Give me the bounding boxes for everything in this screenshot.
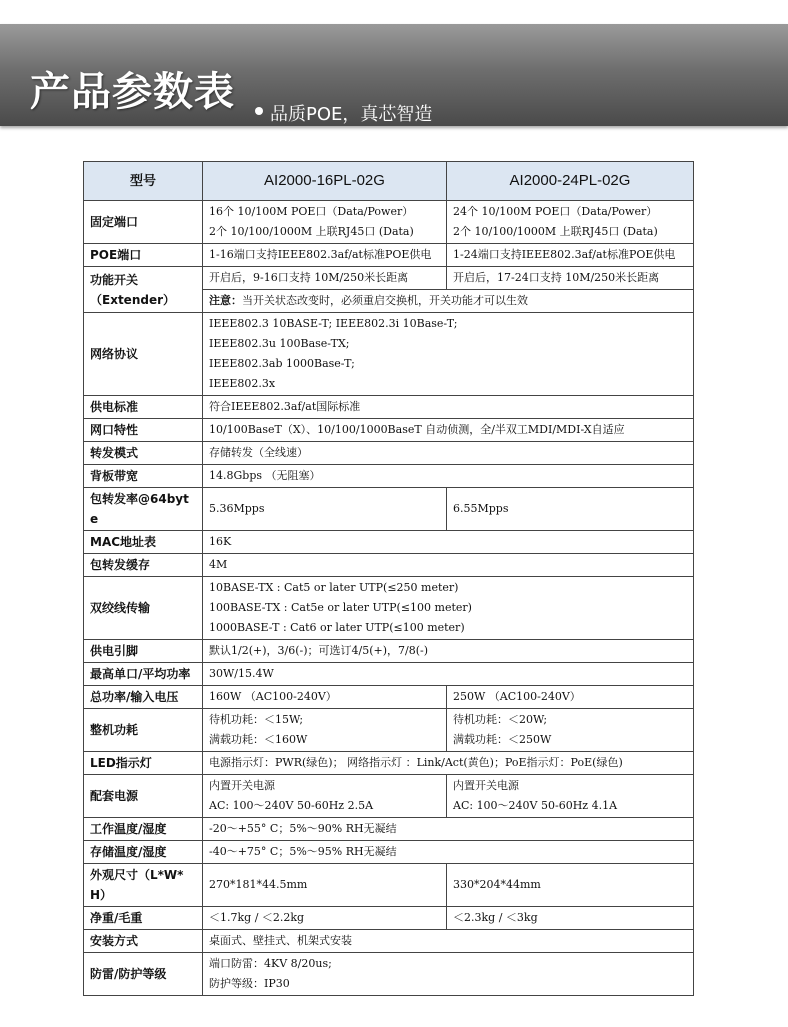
cell-line: 满载功耗：＜250W [453, 733, 552, 746]
cell-line: 满载功耗：＜160W [209, 733, 308, 746]
cell-b: 250W （AC100-240V） [447, 686, 694, 709]
table-row [84, 577, 694, 640]
cell-full: -20～+55° C；5%～90% RH无凝结 [203, 818, 694, 841]
table-row [84, 201, 694, 244]
cell-full: 30W/15.4W [203, 663, 694, 686]
note-label: 注意： [209, 294, 242, 307]
row-label: MAC地址表 [84, 531, 203, 554]
row-label: 防雷/防护等级 [84, 953, 203, 996]
cell-line: IEEE802.3 10BASE-T; IEEE802.3i 10Base-T; [209, 317, 458, 330]
table-row [84, 313, 694, 396]
cell-line: AC: 100～240V 50-60Hz 2.5A [209, 799, 374, 812]
row-label: 配套电源 [84, 775, 203, 818]
row-label: 双绞线传输 [84, 577, 203, 640]
cell-full: 桌面式、壁挂式、机架式安装 [203, 930, 694, 953]
row-label: 存储温度/湿度 [84, 841, 203, 864]
cell-full [203, 577, 694, 640]
table-row [84, 709, 694, 752]
cell-line: 2个 10/100/1000M 上联RJ45口 (Data) [209, 225, 414, 238]
cell-line: 内置开关电源 [453, 779, 519, 792]
cell-a [203, 775, 447, 818]
cell-full: 符合IEEE802.3af/at国际标准 [203, 396, 694, 419]
row-label: 供电引脚 [84, 640, 203, 663]
row-label: 包转发缓存 [84, 554, 203, 577]
cell-b: 开启后，17-24口支持 10M/250米长距离 [447, 267, 694, 290]
cell-line: AC: 100～240V 50-60Hz 4.1A [453, 799, 618, 812]
cell-full: 存储转发（全线速） [203, 442, 694, 465]
cell-line: 防护等级：IP30 [209, 977, 290, 990]
row-label: 外观尺寸（L*W*H） [84, 864, 203, 907]
model-b: AI2000-24PL-02G [447, 162, 694, 201]
cell-line: 待机功耗：＜20W; [453, 713, 548, 726]
table-row [84, 488, 694, 531]
table-row [84, 907, 694, 930]
row-label: 整机功耗 [84, 709, 203, 752]
cell-a: 270*181*44.5mm [203, 864, 447, 907]
cell-a: 5.36Mpps [203, 488, 447, 531]
note-cell [203, 290, 694, 313]
page-subtitle: 品质POE，真芯智造 [270, 104, 433, 125]
row-label [84, 267, 203, 313]
cell-line: 待机功耗：＜15W; [209, 713, 304, 726]
cell-line: 16个 10/100M POE口（Data/Power） [209, 205, 414, 218]
row-label: 工作温度/湿度 [84, 818, 203, 841]
table-row [84, 396, 694, 419]
cell-b: 6.55Mpps [447, 488, 694, 531]
row-label: 净重/毛重 [84, 907, 203, 930]
table-row [84, 775, 694, 818]
cell-line: 2个 10/100/1000M 上联RJ45口 (Data) [453, 225, 658, 238]
table-row [84, 244, 694, 267]
cell-a: ＜1.7kg / ＜2.2kg [203, 907, 447, 930]
cell-b [447, 775, 694, 818]
cell-line: 内置开关电源 [209, 779, 275, 792]
row-label: 总功率/输入电压 [84, 686, 203, 709]
table-row [84, 267, 694, 290]
cell-line: 24个 10/100M POE口（Data/Power） [453, 205, 658, 218]
row-label: 供电标准 [84, 396, 203, 419]
table-row [84, 953, 694, 996]
spec-table [83, 161, 694, 996]
row-label: 背板带宽 [84, 465, 203, 488]
table-row [84, 531, 694, 554]
table-row [84, 465, 694, 488]
label-line: 功能开关 [90, 272, 139, 287]
cell-b: 1-24端口支持IEEE802.3af/at标准POE供电 [447, 244, 694, 267]
table-row [84, 818, 694, 841]
table-header-row [84, 162, 694, 201]
cell-full: 10/100BaseT（X）、10/100/1000BaseT 自动侦测，全/半双工MDI/MDI-X自适应 [203, 419, 694, 442]
header-banner [0, 24, 788, 126]
cell-b [447, 709, 694, 752]
table-row [84, 864, 694, 907]
cell-line: IEEE802.3ab 1000Base-T; [209, 357, 355, 370]
row-label: 固定端口 [84, 201, 203, 244]
model-label: 型号 [84, 162, 203, 201]
row-label: 网络协议 [84, 313, 203, 396]
table-row [84, 419, 694, 442]
cell-line: 端口防雷：4KV 8/20us; [209, 957, 332, 970]
cell-line: 1000BASE-T : Cat6 or later UTP(≤100 meter) [209, 621, 465, 634]
cell-a: 1-16端口支持IEEE802.3af/at标准POE供电 [203, 244, 447, 267]
cell-a: 开启后，9-16口支持 10M/250米长距离 [203, 267, 447, 290]
cell-b [447, 201, 694, 244]
table-row [84, 640, 694, 663]
row-label: 网口特性 [84, 419, 203, 442]
cell-full [203, 313, 694, 396]
cell-a: 160W （AC100-240V） [203, 686, 447, 709]
row-label: 包转发率@64byte [84, 488, 203, 531]
cell-full: 16K [203, 531, 694, 554]
cell-full: 4M [203, 554, 694, 577]
table-row [84, 663, 694, 686]
row-label: 最高单口/平均功率 [84, 663, 203, 686]
note-text: 当开关状态改变时，必须重启交换机，开关功能才可以生效 [242, 294, 528, 307]
cell-a [203, 201, 447, 244]
cell-full: -40～+75° C；5%～95% RH无凝结 [203, 841, 694, 864]
row-label: POE端口 [84, 244, 203, 267]
table-row [84, 841, 694, 864]
cell-b: 330*204*44mm [447, 864, 694, 907]
cell-b: ＜2.3kg / ＜3kg [447, 907, 694, 930]
row-label: 转发模式 [84, 442, 203, 465]
cell-line: IEEE802.3x [209, 377, 276, 390]
model-a: AI2000-16PL-02G [203, 162, 447, 201]
cell-full: 默认1/2(+)，3/6(-)；可选订4/5(+)，7/8(-) [203, 640, 694, 663]
row-label: 安装方式 [84, 930, 203, 953]
row-label: LED指示灯 [84, 752, 203, 775]
cell-full: 电源指示灯：PWR(绿色)； 网络指示灯 ：Link/Act(黄色)；PoE指示灯：PoE(绿色) [203, 752, 694, 775]
label-line: （Extender） [90, 292, 176, 307]
table-row [84, 442, 694, 465]
cell-full [203, 953, 694, 996]
cell-a [203, 709, 447, 752]
cell-full: 14.8Gbps （无阻塞） [203, 465, 694, 488]
cell-line: 100BASE-TX : Cat5e or later UTP(≤100 meter) [209, 601, 472, 614]
page-title: 产品参数表 [30, 69, 235, 115]
table-row [84, 554, 694, 577]
table-row [84, 752, 694, 775]
table-row [84, 930, 694, 953]
cell-line: IEEE802.3u 100Base-TX; [209, 337, 350, 350]
table-row [84, 686, 694, 709]
bullet-dot-icon [255, 107, 263, 115]
cell-line: 10BASE-TX : Cat5 or later UTP(≤250 meter) [209, 581, 459, 594]
